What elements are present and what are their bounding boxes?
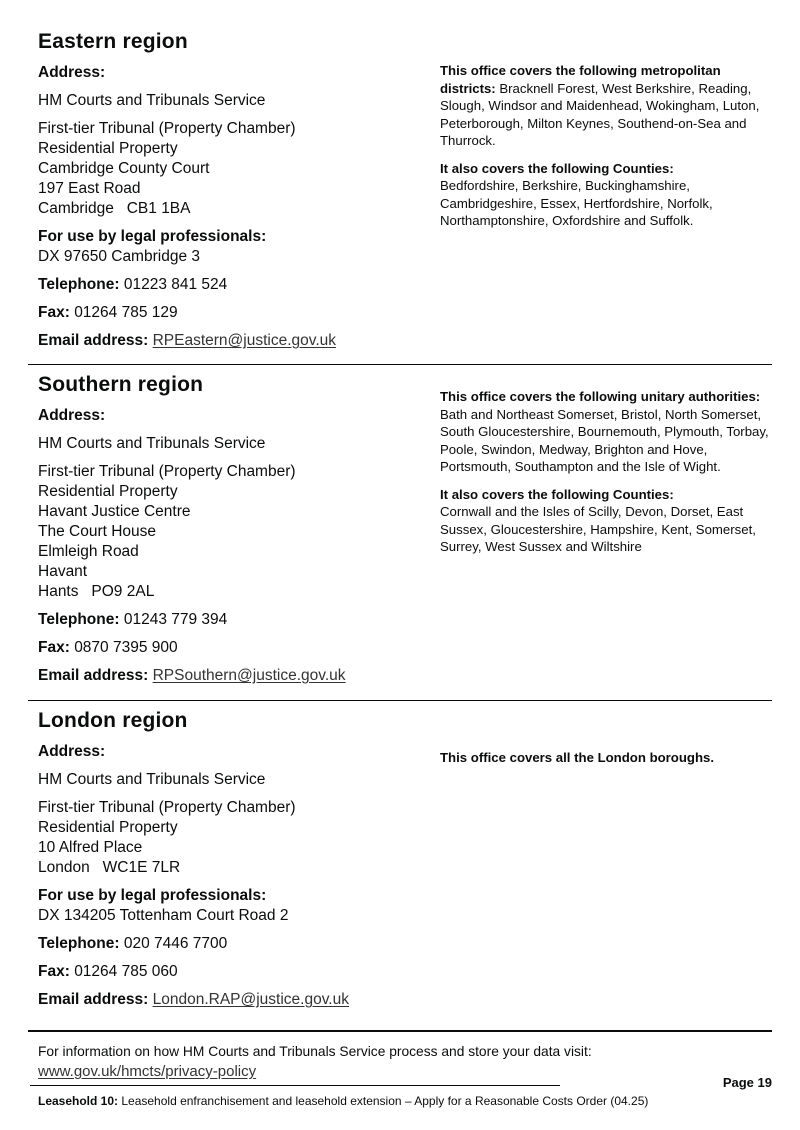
coverage-text: Bath and Northeast Somerset, Bristol, North Somerset, South Gloucestershire, Bournemouth, Plymouth, Torbay, Poole, Swindon, Medway, Brighton and Hove, Portsmouth, Southampton and the Isle of Wight. <box>440 406 769 474</box>
page-footer <box>28 1030 772 1109</box>
fax-number: 0870 7395 900 <box>74 639 178 656</box>
footer-divider <box>30 1085 560 1086</box>
fax-row <box>38 962 440 982</box>
telephone-number: 01223 841 524 <box>123 276 228 293</box>
coverage-lead: It also covers the following Counties: <box>440 160 674 176</box>
coverage-column <box>440 373 772 566</box>
coverage-paragraph <box>440 486 772 556</box>
coverage-lead: This office covers all the London boroughs. <box>440 750 715 765</box>
legal-professionals-block <box>38 886 440 926</box>
legal-professionals-block <box>38 227 440 267</box>
address-block <box>38 798 440 878</box>
section-divider <box>28 364 772 365</box>
telephone-label: Telephone: <box>38 611 120 628</box>
email-label: Email address: <box>38 991 149 1008</box>
coverage-lead: It also covers the following Counties: <box>440 486 674 502</box>
address-line: First-tier Tribunal (Property Chamber) <box>38 120 296 137</box>
email-row <box>38 331 440 351</box>
region-section-eastern <box>38 30 772 364</box>
address-block <box>38 462 440 602</box>
telephone-row <box>38 275 440 295</box>
telephone-label: Telephone: <box>38 935 120 952</box>
address-line: Havant Justice Centre <box>38 503 191 520</box>
telephone-number: 01243 779 394 <box>123 611 228 628</box>
email-label: Email address: <box>38 667 149 684</box>
address-line: Elmleigh Road <box>38 543 139 560</box>
section-divider <box>28 700 772 701</box>
region-title: London region <box>38 709 188 732</box>
address-line: Residential Property <box>38 140 178 157</box>
fax-row <box>38 638 440 658</box>
address-line: London WC1E 7LR <box>38 859 181 876</box>
dx-number: DX 134205 Tottenham Court Road 2 <box>38 907 289 924</box>
fax-number: 01264 785 129 <box>74 304 178 321</box>
address-line: The Court House <box>38 523 157 540</box>
document-reference-label: Leasehold 10: <box>38 1094 119 1108</box>
email-row <box>38 666 440 686</box>
email-link[interactable]: RPSouthern@justice.gov.uk <box>152 667 346 684</box>
address-line: Havant <box>38 563 88 580</box>
region-section-southern <box>38 373 772 700</box>
address-line: 197 East Road <box>38 180 141 197</box>
fax-label: Fax: <box>38 304 70 321</box>
fax-number: 01264 785 060 <box>74 963 178 980</box>
address-block <box>38 119 440 219</box>
legal-professionals-label: For use by legal professionals: <box>38 887 267 904</box>
telephone-number: 020 7446 7700 <box>123 935 228 952</box>
address-line: 10 Alfred Place <box>38 839 143 856</box>
fax-row <box>38 303 440 323</box>
region-section-london <box>38 709 772 1030</box>
privacy-policy-link[interactable]: www.gov.uk/hmcts/privacy-policy <box>38 1063 257 1080</box>
address-line: Hants PO9 2AL <box>38 583 155 600</box>
coverage-text: Bracknell Forest, West Berkshire, Reading, Slough, Windsor and Maidenhead, Wokingham, Luton, Peterborough, Milton Keynes, Southend-on-Sea and Thurrock. <box>440 80 760 148</box>
coverage-text: Cornwall and the Isles of Scilly, Devon, Dorset, East Sussex, Gloucestershire, Hampshire, Kent, Somerset, Surrey, West Sussex and Wiltshire <box>440 504 756 554</box>
fax-label: Fax: <box>38 639 70 656</box>
region-title: Southern region <box>38 373 204 396</box>
privacy-policy-row <box>38 1062 772 1082</box>
page-number: Page 19 <box>722 1075 772 1090</box>
address-line: Cambridge CB1 1BA <box>38 200 191 217</box>
org-name: HM Courts and Tribunals Service <box>38 435 266 452</box>
data-storage-info: For information on how HM Courts and Tribunals Service process and store your data visit: <box>38 1044 592 1059</box>
address-line: Residential Property <box>38 483 178 500</box>
fax-label: Fax: <box>38 963 70 980</box>
address-line: First-tier Tribunal (Property Chamber) <box>38 799 296 816</box>
coverage-text: Bedfordshire, Berkshire, Buckinghamshire, Cambridgeshire, Essex, Hertfordshire, Norfolk, Northamptonshire, Oxfordshire and Suffolk. <box>440 178 713 228</box>
dx-number: DX 97650 Cambridge 3 <box>38 248 200 265</box>
region-title: Eastern region <box>38 30 188 53</box>
coverage-column <box>440 709 772 777</box>
coverage-paragraph <box>440 388 772 476</box>
email-link[interactable]: RPEastern@justice.gov.uk <box>152 332 337 349</box>
org-name: HM Courts and Tribunals Service <box>38 771 266 788</box>
coverage-paragraph <box>440 62 772 150</box>
email-row <box>38 990 440 1010</box>
address-line: Residential Property <box>38 819 178 836</box>
coverage-lead: This office covers the following metropolitan districts: <box>440 63 721 96</box>
address-label: Address: <box>38 743 106 760</box>
address-line: Cambridge County Court <box>38 160 210 177</box>
email-link[interactable]: London.RAP@justice.gov.uk <box>152 991 349 1008</box>
telephone-row <box>38 934 440 954</box>
coverage-lead: This office covers the following unitary authorities: <box>440 389 761 404</box>
coverage-paragraph <box>440 160 772 230</box>
document-reference <box>38 1093 772 1109</box>
email-label: Email address: <box>38 332 149 349</box>
address-label: Address: <box>38 407 106 424</box>
coverage-paragraph <box>440 749 772 767</box>
org-name: HM Courts and Tribunals Service <box>38 92 266 109</box>
telephone-label: Telephone: <box>38 276 120 293</box>
legal-professionals-label: For use by legal professionals: <box>38 228 267 245</box>
address-label: Address: <box>38 64 106 81</box>
document-reference-text: Leasehold enfranchisement and leasehold extension – Apply for a Reasonable Costs Order (04.25) <box>118 1094 649 1108</box>
coverage-column <box>440 30 772 240</box>
telephone-row <box>38 610 440 630</box>
address-line: First-tier Tribunal (Property Chamber) <box>38 463 296 480</box>
